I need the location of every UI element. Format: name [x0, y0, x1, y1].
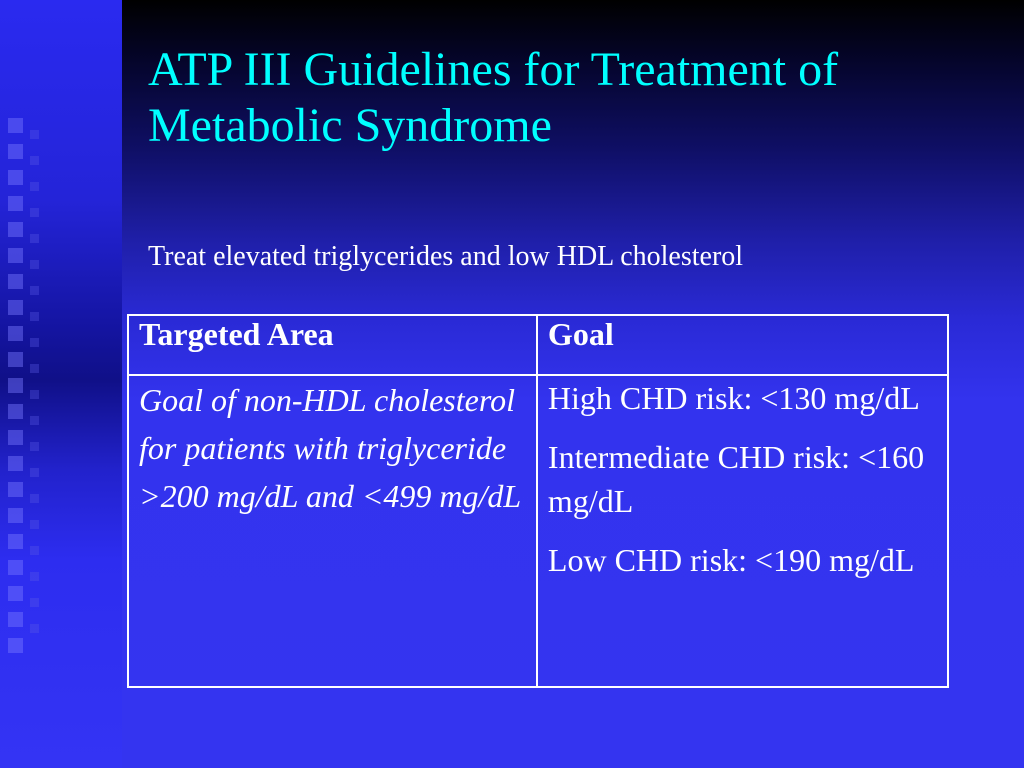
decorative-square-small [30, 494, 39, 503]
decorative-square [8, 404, 23, 419]
decorative-square [8, 222, 23, 237]
decorative-square [8, 534, 23, 549]
decorative-square [8, 560, 23, 575]
decorative-square-small [30, 598, 39, 607]
decorative-square-small [30, 416, 39, 425]
guidelines-table [127, 314, 949, 688]
decorative-square-small [30, 468, 39, 477]
goal-high-risk: High CHD risk: <130 mg/dL [547, 380, 920, 416]
decorative-squares [8, 118, 28, 664]
decorative-square-small [30, 130, 39, 139]
goal-low-risk: Low CHD risk: <190 mg/dL [547, 542, 915, 578]
decorative-square-small [30, 234, 39, 243]
decorative-square-small [30, 364, 39, 373]
decorative-square-small [30, 546, 39, 555]
decorative-square [8, 196, 23, 211]
decorative-square [8, 170, 23, 185]
decorative-square [8, 430, 23, 445]
decorative-square-small [30, 260, 39, 269]
decorative-square-small [30, 208, 39, 217]
decorative-square [8, 300, 23, 315]
header-targeted-area: Targeted Area [128, 315, 537, 375]
decorative-square [8, 326, 23, 341]
decorative-square-small [30, 156, 39, 165]
decorative-square [8, 378, 23, 393]
decorative-square-small [30, 624, 39, 633]
header-goal: Goal [537, 315, 948, 375]
decorative-square [8, 352, 23, 367]
decorative-square [8, 144, 23, 159]
decorative-square-small [30, 390, 39, 399]
goal-intermediate-risk: Intermediate CHD risk: <160 mg/dL [547, 439, 925, 519]
decorative-square-small [30, 520, 39, 529]
left-decorative-band [0, 0, 122, 768]
table-row [128, 375, 948, 687]
decorative-square [8, 586, 23, 601]
slide-subtitle: Treat elevated triglycerides and low HDL cholesterol [148, 241, 744, 272]
decorative-square [8, 612, 23, 627]
decorative-square-small [30, 572, 39, 581]
decorative-square [8, 638, 23, 653]
decorative-square [8, 118, 23, 133]
decorative-square [8, 456, 23, 471]
goal-cell [537, 375, 948, 687]
decorative-square [8, 248, 23, 263]
decorative-square-small [30, 286, 39, 295]
decorative-square-small [30, 338, 39, 347]
decorative-square-small [30, 312, 39, 321]
decorative-squares-secondary [30, 130, 50, 650]
decorative-square-small [30, 442, 39, 451]
slide-title: ATP III Guidelines for Treatment of Metabolic Syndrome [148, 43, 839, 152]
table-header-row [128, 315, 948, 375]
decorative-square [8, 274, 23, 289]
targeted-area-cell: Goal of non-HDL cholesterol for patients with triglyceride >200 mg/dL and <499 mg/dL [128, 375, 537, 687]
decorative-square-small [30, 182, 39, 191]
decorative-square [8, 508, 23, 523]
decorative-square [8, 482, 23, 497]
